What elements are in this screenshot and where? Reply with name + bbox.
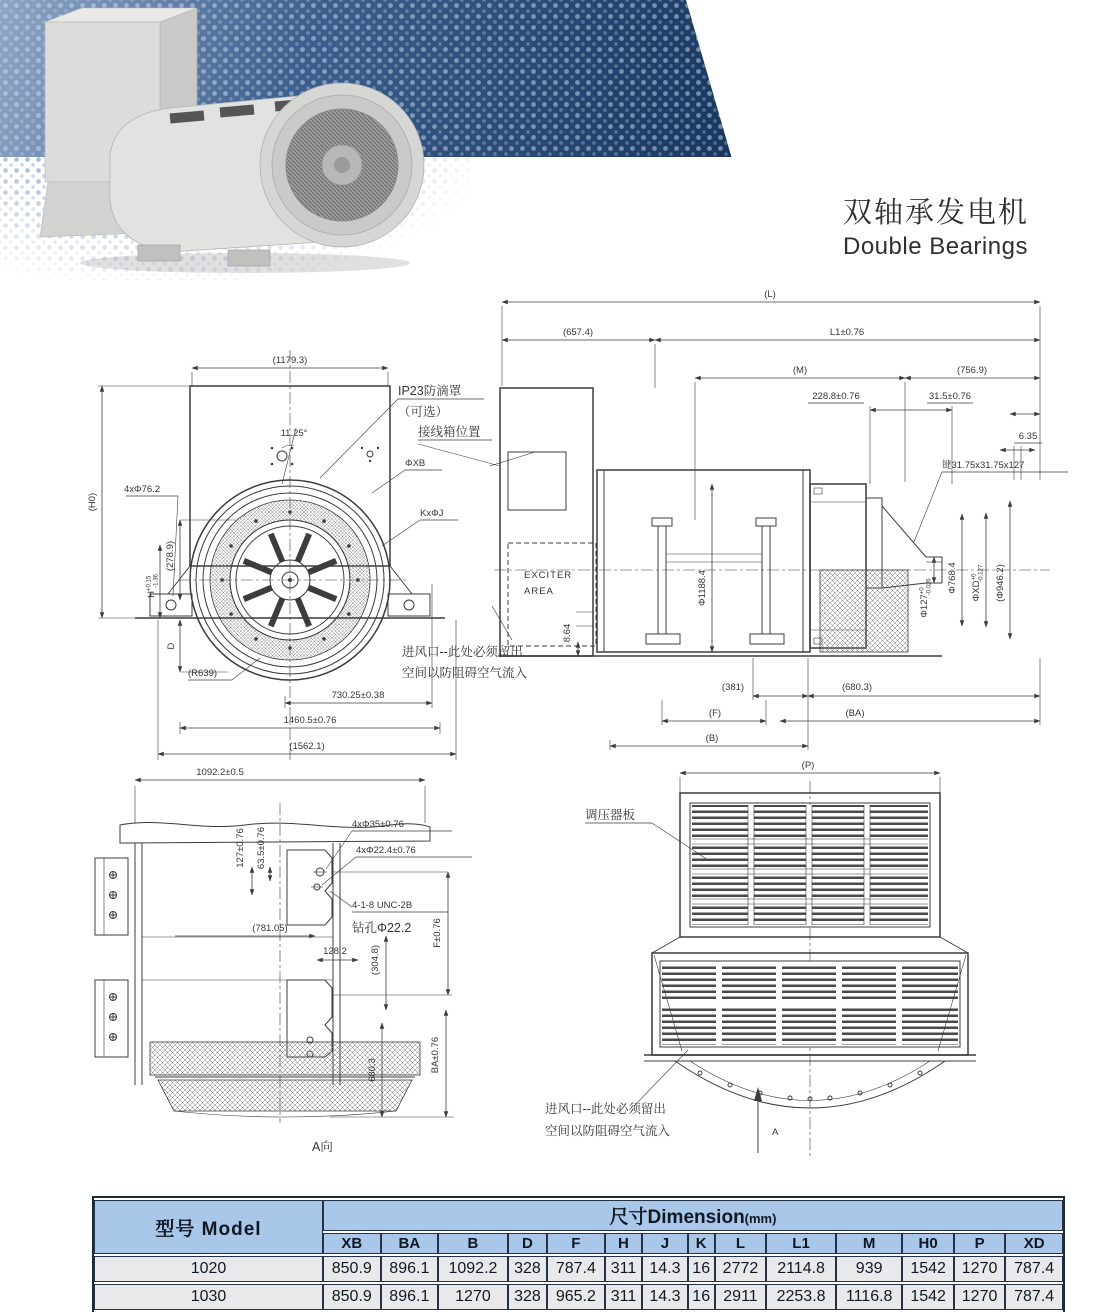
dim-730-label: 730.25±0.38 [331, 690, 385, 701]
dim-946-label: (Φ946.2) [995, 564, 1006, 602]
value-cell: 787.4 [1005, 1256, 1063, 1282]
value-cell: 14.3 [642, 1284, 687, 1310]
dim-drill-label: 钻孔Φ22.2 [352, 921, 412, 935]
dim-h0-label: (H0) [87, 492, 98, 512]
dim-key-label: 键31.75x31.75x127 [942, 460, 1025, 471]
dim-3048-label: (304.8) [370, 944, 381, 976]
value-cell: 939 [836, 1256, 902, 1282]
value-cell: 850.9 [323, 1256, 381, 1282]
air-inlet-note-side [402, 642, 527, 684]
dim-xb-label: ΦXB [405, 458, 426, 469]
exciter-area-line1: EXCITER [524, 570, 573, 581]
d127-upper: +0 [919, 587, 926, 595]
xd-main: ΦXD [971, 580, 982, 602]
dim-front-width-label: (1179.3) [272, 355, 308, 366]
col-header-xb: XB [323, 1233, 381, 1254]
air-inlet-note-rear-line1: 进风口--此处必须留出 [545, 1102, 666, 1116]
value-cell: 2911 [715, 1284, 766, 1310]
air-inlet-note-rear-line2: 空间以防阻碍空气流入 [545, 1124, 671, 1138]
value-cell: 16 [688, 1284, 715, 1310]
dim-L1-label: L1±0.76 [829, 327, 865, 338]
model-cell: 1030 [94, 1284, 323, 1310]
dim-768-label: Φ768.4 [947, 562, 958, 594]
dim-279-label: (278.9) [165, 540, 176, 572]
dim-315-label: 31.5±0.76 [928, 391, 972, 402]
dimension-table [94, 1198, 1063, 1312]
d127-lower: -0.026 [926, 578, 933, 596]
dim-864-label: 8.64 [562, 623, 573, 643]
view-a-label: A向 [312, 1140, 333, 1154]
model-cell: 1020 [94, 1256, 323, 1282]
table-row-1020 [94, 1256, 1063, 1282]
dim-BA-label: (BA) [845, 708, 865, 719]
value-cell: 1270 [954, 1284, 1005, 1310]
dim-4x35-label: 4xΦ35±0.76 [352, 819, 404, 830]
col-header-xd: XD [1005, 1233, 1063, 1254]
dim-1188-label: Φ1188.4 [697, 570, 708, 606]
dim-635-label: 6.35 [1018, 431, 1038, 442]
value-cell: 850.9 [323, 1284, 381, 1310]
xd-lower: -0.127 [978, 564, 985, 582]
dim-unc-label: 4-1-8 UNC-2B [352, 900, 413, 911]
col-header-h0: H0 [902, 1233, 953, 1254]
dim-BA-label: BA±0.76 [430, 1036, 441, 1074]
dim-781-label: (781.05) [252, 923, 288, 934]
rear-view-drawing [540, 755, 1020, 1190]
h-tol-lower: -1.36 [153, 574, 160, 588]
col-header-m: M [836, 1233, 902, 1254]
dim-P-label: (P) [801, 760, 815, 771]
col-header-ba: BA [381, 1233, 439, 1254]
view-arrow-a-label: A [772, 1127, 779, 1138]
table-header-model: 型号 Model [94, 1200, 323, 1254]
dim-B-label: (B) [705, 733, 719, 744]
dim-6803-label: 680.3 [367, 1058, 378, 1082]
table-header-dimension [323, 1200, 1063, 1231]
dim-1282-label: 128.2 [323, 946, 347, 957]
dim-M-label: (M) [792, 365, 808, 376]
value-cell: 328 [508, 1256, 547, 1282]
xd-upper: +0 [971, 573, 978, 581]
h-tol-upper: +0.15 [146, 575, 153, 591]
front-view-drawing [80, 288, 500, 768]
dim-kxj-label: KxΦJ [420, 508, 444, 519]
dim-header-en: Dimension [647, 1207, 745, 1228]
value-cell: 1116.8 [836, 1284, 902, 1310]
value-cell: 14.3 [642, 1256, 687, 1282]
side-view-drawing [490, 288, 1070, 768]
dim-L-label: (L) [764, 289, 776, 300]
dim-657-label: (657.4) [562, 327, 594, 338]
value-cell: 1270 [954, 1256, 1005, 1282]
page-subtitle: Double Bearings [843, 233, 1028, 260]
dim-680-label: (680.3) [841, 682, 873, 693]
dim-4x224-label: 4xΦ22.4±0.76 [356, 845, 416, 856]
value-cell: 1270 [438, 1284, 508, 1310]
dim-127-label: 127±0.76 [235, 828, 246, 868]
dim-xd-tolerance-label [971, 564, 985, 601]
value-cell: 1542 [902, 1284, 953, 1310]
note-ip23-line2: （可选） [398, 405, 449, 419]
dimension-table-wrap [92, 1196, 1065, 1312]
note-junction-box: 接线箱位置 [418, 425, 481, 439]
col-header-b: B [438, 1233, 508, 1254]
dim-F-label: F±0.76 [432, 918, 443, 948]
bottom-view-drawing [80, 755, 500, 1175]
dim-foot-holes-label: 4xΦ76.2 [124, 484, 161, 495]
dim-1460-label: 1460.5±0.76 [283, 715, 337, 726]
exciter-area-line2: AREA [524, 586, 554, 597]
value-cell: 1542 [902, 1256, 953, 1282]
col-header-j: J [642, 1233, 687, 1254]
dim-1562-label: (1562.1) [289, 741, 325, 752]
dim-header-cn: 尺寸 [609, 1207, 648, 1228]
dim-381-label: (381) [721, 682, 745, 693]
table-row-1030 [94, 1284, 1063, 1310]
page-title: 双轴承发电机 [843, 197, 1030, 229]
col-header-f: F [547, 1233, 605, 1254]
value-cell: 787.4 [547, 1256, 605, 1282]
col-header-d: D [508, 1233, 547, 1254]
rear-view-geometry [585, 773, 976, 1157]
value-cell: 965.2 [547, 1284, 605, 1310]
air-inlet-note-line1: 进风口--此处必须留出 [402, 645, 523, 659]
col-header-l1: L1 [766, 1233, 836, 1254]
value-cell: 2772 [715, 1256, 766, 1282]
value-cell: 787.4 [1005, 1284, 1063, 1310]
value-cell: 311 [605, 1256, 643, 1282]
dim-r639-label: (R639) [188, 668, 218, 679]
dim-F-label: (F) [708, 708, 722, 719]
value-cell: 311 [605, 1284, 643, 1310]
left-pad-holes [109, 871, 117, 1041]
d127-main: Φ127 [919, 594, 930, 618]
dim-756-label: (756.9) [956, 365, 988, 376]
value-cell: 896.1 [381, 1284, 439, 1310]
dim-d-label: D [166, 642, 177, 650]
bottom-view-geometry [95, 780, 472, 1123]
h-tol-main: H [146, 591, 157, 598]
dim-635-label: 63.5±0.76 [256, 826, 267, 870]
dim-228-label: 228.8±0.76 [812, 391, 860, 402]
title-block [843, 190, 1029, 261]
value-cell: 2253.8 [766, 1284, 836, 1310]
generator-photo [20, 0, 430, 278]
col-header-h: H [605, 1233, 643, 1254]
dim-header-unit: (mm) [744, 1211, 777, 1226]
value-cell: 2114.8 [766, 1256, 836, 1282]
col-header-l: L [715, 1233, 766, 1254]
note-ip23-line1: IP23防滴罩 [398, 384, 462, 398]
value-cell: 896.1 [381, 1256, 439, 1282]
regulator-plate-label: 调压器板 [585, 808, 636, 822]
col-header-p: P [954, 1233, 1005, 1254]
dim-angle-label: 11.25° [280, 428, 308, 439]
value-cell: 328 [508, 1284, 547, 1310]
col-header-k: K [688, 1233, 715, 1254]
generator-body [110, 83, 424, 266]
air-inlet-note-line2: 空间以防阻碍空气流入 [402, 666, 528, 680]
value-cell: 1092.2 [438, 1256, 508, 1282]
value-cell: 16 [688, 1256, 715, 1282]
dim-1092-label: 1092.2±0.5 [196, 767, 244, 778]
